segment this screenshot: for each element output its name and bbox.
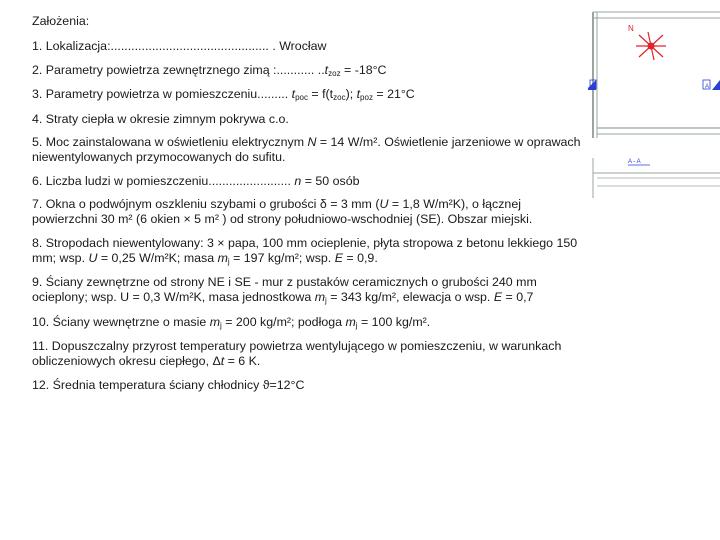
item-indoor-params: 3. Parametry powietrza w pomieszczeniu......... tpoc = f(tzoc); tpoz = 21°C <box>32 87 415 102</box>
section-label-aa: A - A <box>628 159 641 165</box>
item-people: 6. Liczba ludzi w pomieszczeniu........................ n = 50 osób <box>32 173 360 188</box>
document-title: Założenia: <box>32 14 90 28</box>
section-tag-right: A <box>705 84 710 90</box>
item-internal-walls: 10. Ściany wewnętrzne o masie mj = 200 kg/m²; podłoga mj = 100 kg/m². <box>32 314 431 330</box>
item-outdoor-winter: 2. Parametry powietrza zewnętrznego zimą :........... ..tzoz = -18°C <box>32 62 387 78</box>
compass-rose-icon <box>636 32 666 60</box>
assumptions-document <box>32 14 584 401</box>
compass-north-label: N <box>628 24 634 33</box>
item-lighting: 5. Moc zainstalowana w oświetleniu elektrycznym N = 14 W/m². Oświetlenie jarzeniowe w oprawach niewentylowanych przymocowanych do sufitu. <box>32 135 581 164</box>
item-external-walls: 9. Ściany zewnętrzne od strony NE i SE - mur z pustaków ceramicznych o grubości 240 mm ocieplony; wsp. U = 0,3 W/m²K, masa jednostkowa mj = 343 kg/m², elewacja o wsp. E = 0,7 <box>32 275 537 305</box>
item-location: 1. Lokalizacja:.............................................. . Wrocław <box>32 39 327 53</box>
floor-plan-thumbnail <box>588 8 720 198</box>
item-windows: 7. Okna o podwójnym oszkleniu szybami o grubości δ = 3 mm (U = 1,8 W/m²K), o łącznej powierzchni 30 m² (6 okien × 5 m² ) od strony południowo-wschodniej (SE). Obszar miejski. <box>32 197 533 226</box>
item-heat-loss: 4. Straty ciepła w okresie zimnym pokrywa c.o. <box>32 111 289 126</box>
item-temp-rise: 11. Dopuszczalny przyrost temperatury powietrza wentylującego w pomieszczeniu, w warunkach obliczeniowych okresu ciepłego, Δt = 6 K. <box>32 339 562 368</box>
item-roof: 8. Stropodach niewentylowany: 3 × papa, 100 mm ocieplenie, płyta stropowa z betonu lekkiego 150 mm; wsp. U = 0,25 W/m²K; masa mj = 197 kg/m²; wsp. E = 0,9. <box>32 235 578 266</box>
section-tag-left: A <box>591 84 596 90</box>
item-cooler-temp: 12. Średnia temperatura ściany chłodnicy ϑ=12°C <box>32 377 305 392</box>
plan-walls <box>593 12 720 198</box>
